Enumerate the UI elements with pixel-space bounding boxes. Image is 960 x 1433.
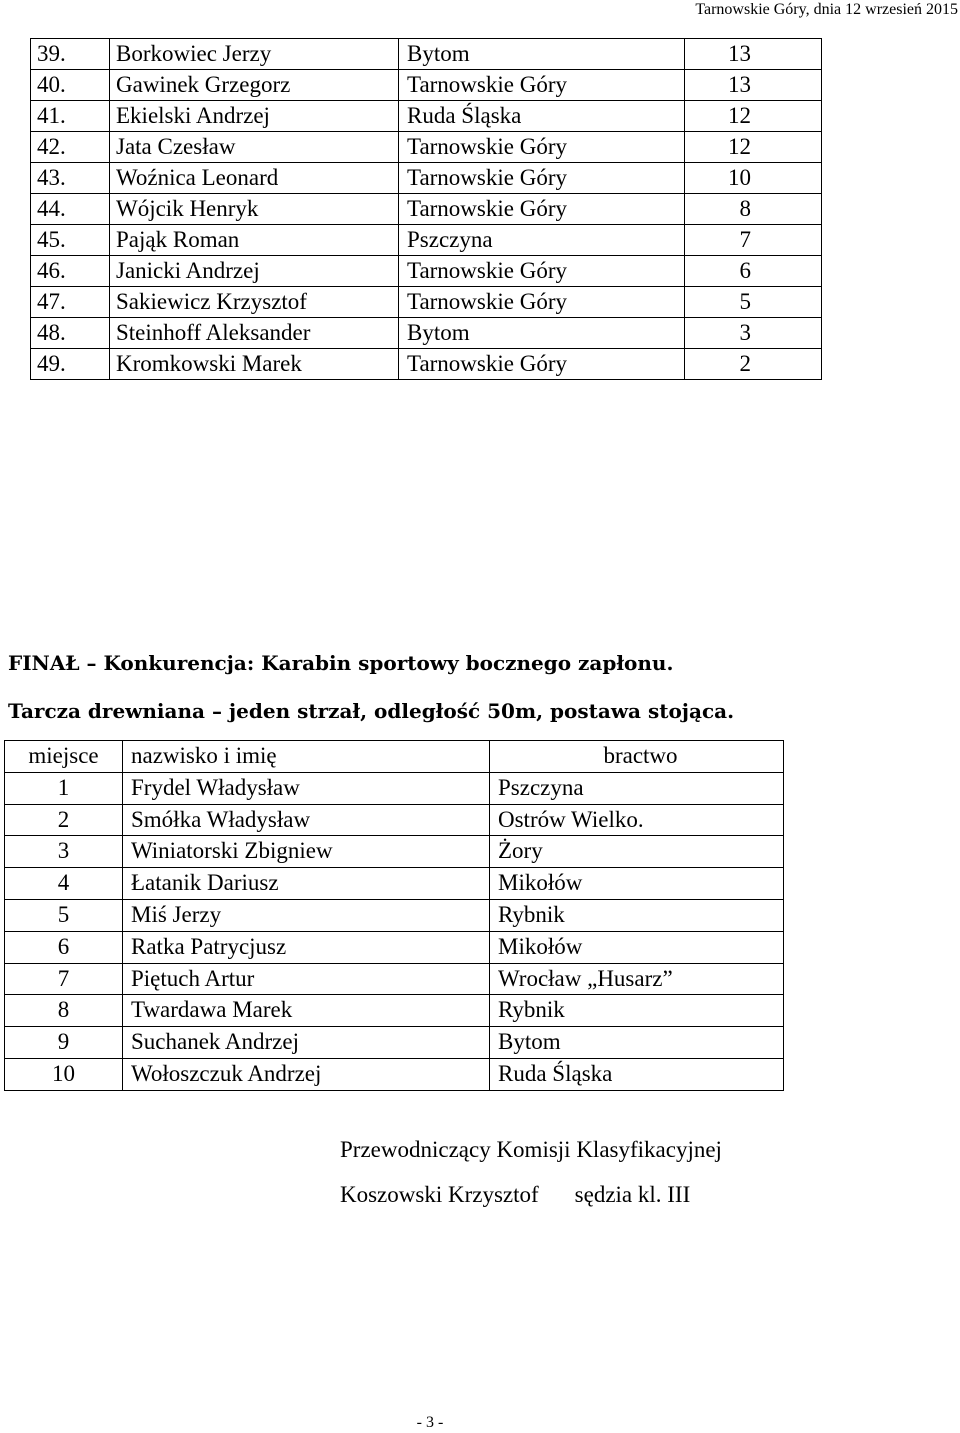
- table-row: [31, 132, 822, 163]
- header-date: Tarnowskie Góry, dnia 12 wrzesień 2015: [695, 1, 958, 18]
- final-subheading: Tarcza drewniana – jeden strzał, odległość 50m, postawa stojąca.: [8, 699, 735, 723]
- competitor-city: Ruda Śląska: [399, 101, 685, 132]
- club-cell: Rybnik: [490, 995, 784, 1027]
- place-cell: 8: [5, 995, 123, 1027]
- competitor-city: Bytom: [399, 39, 685, 70]
- signature-name: Koszowski Krzysztof: [340, 1182, 539, 1207]
- place-cell: 7: [5, 963, 123, 995]
- results-table: [30, 38, 822, 380]
- competitor-score: 8: [685, 194, 822, 225]
- club-cell: Żory: [490, 836, 784, 868]
- club-cell: Ruda Śląska: [490, 1058, 784, 1090]
- competitor-city: Tarnowskie Góry: [399, 194, 685, 225]
- place-cell: 6: [5, 931, 123, 963]
- table-row: [31, 70, 822, 101]
- competitor-city: Tarnowskie Góry: [399, 163, 685, 194]
- table-row: [5, 931, 784, 963]
- club-cell: Pszczyna: [490, 772, 784, 804]
- table-row: [31, 225, 822, 256]
- name-cell: Łatanik Dariusz: [123, 868, 490, 900]
- competitor-score: 12: [685, 101, 822, 132]
- table-row: [5, 1058, 784, 1090]
- row-number: 42.: [31, 132, 110, 163]
- competitor-city: Tarnowskie Góry: [399, 256, 685, 287]
- signature-line: [340, 1180, 690, 1210]
- table-row: [31, 287, 822, 318]
- club-cell: Ostrów Wielko.: [490, 804, 784, 836]
- name-cell: Twardawa Marek: [123, 995, 490, 1027]
- name-cell: Ratka Patrycjusz: [123, 931, 490, 963]
- final-heading: FINAŁ – Konkurencja: Karabin sportowy bocznego zapłonu.: [8, 651, 674, 675]
- table-row: [31, 318, 822, 349]
- competitor-name: Woźnica Leonard: [110, 163, 399, 194]
- row-number: 47.: [31, 287, 110, 318]
- competitor-name: Steinhoff Aleksander: [110, 318, 399, 349]
- table-row: [5, 1027, 784, 1059]
- name-cell: Miś Jerzy: [123, 899, 490, 931]
- competitor-score: 3: [685, 318, 822, 349]
- signature-title: Przewodniczący Komisji Klasyfikacyjnej: [340, 1137, 722, 1162]
- table-row: [5, 804, 784, 836]
- row-number: 43.: [31, 163, 110, 194]
- competitor-name: Janicki Andrzej: [110, 256, 399, 287]
- table-header-row: [5, 741, 784, 773]
- table-row: [31, 39, 822, 70]
- header-club: bractwo: [490, 741, 784, 773]
- competitor-name: Ekielski Andrzej: [110, 101, 399, 132]
- place-cell: 1: [5, 772, 123, 804]
- table-row: [5, 995, 784, 1027]
- competitor-city: Pszczyna: [399, 225, 685, 256]
- row-number: 44.: [31, 194, 110, 225]
- competitor-score: 13: [685, 39, 822, 70]
- table-row: [5, 868, 784, 900]
- competitor-city: Tarnowskie Góry: [399, 287, 685, 318]
- club-cell: Bytom: [490, 1027, 784, 1059]
- row-number: 45.: [31, 225, 110, 256]
- competitor-name: Sakiewicz Krzysztof: [110, 287, 399, 318]
- row-number: 46.: [31, 256, 110, 287]
- competitor-name: Wójcik Henryk: [110, 194, 399, 225]
- name-cell: Smółka Władysław: [123, 804, 490, 836]
- header-name: nazwisko i imię: [123, 741, 490, 773]
- competitor-city: Tarnowskie Góry: [399, 132, 685, 163]
- club-cell: Mikołów: [490, 868, 784, 900]
- place-cell: 9: [5, 1027, 123, 1059]
- club-cell: Mikołów: [490, 931, 784, 963]
- competitor-city: Bytom: [399, 318, 685, 349]
- signature-rank: sędzia kl. III: [574, 1182, 691, 1207]
- row-number: 48.: [31, 318, 110, 349]
- table-row: [31, 163, 822, 194]
- competitor-city: Tarnowskie Góry: [399, 349, 685, 380]
- header-place: miejsce: [5, 741, 123, 773]
- competitor-score: 13: [685, 70, 822, 101]
- competitor-city: Tarnowskie Góry: [399, 70, 685, 101]
- row-number: 39.: [31, 39, 110, 70]
- page-number: - 3 -: [416, 1414, 444, 1431]
- final-results-table: [4, 740, 784, 1091]
- competitor-name: Gawinek Grzegorz: [110, 70, 399, 101]
- club-cell: Rybnik: [490, 899, 784, 931]
- table-row: [5, 772, 784, 804]
- place-cell: 5: [5, 899, 123, 931]
- table-row: [5, 899, 784, 931]
- table-row: [31, 256, 822, 287]
- competitor-score: 2: [685, 349, 822, 380]
- competitor-name: Borkowiec Jerzy: [110, 39, 399, 70]
- name-cell: Suchanek Andrzej: [123, 1027, 490, 1059]
- table-row: [31, 194, 822, 225]
- competitor-score: 10: [685, 163, 822, 194]
- name-cell: Wołoszczuk Andrzej: [123, 1058, 490, 1090]
- row-number: 41.: [31, 101, 110, 132]
- competitor-name: Jata Czesław: [110, 132, 399, 163]
- table-row: [31, 101, 822, 132]
- competitor-name: Pająk Roman: [110, 225, 399, 256]
- name-cell: Piętuch Artur: [123, 963, 490, 995]
- place-cell: 10: [5, 1058, 123, 1090]
- table-row: [5, 963, 784, 995]
- name-cell: Winiatorski Zbigniew: [123, 836, 490, 868]
- place-cell: 2: [5, 804, 123, 836]
- name-cell: Frydel Władysław: [123, 772, 490, 804]
- table-row: [5, 836, 784, 868]
- row-number: 40.: [31, 70, 110, 101]
- club-cell: Wrocław „Husarz”: [490, 963, 784, 995]
- place-cell: 4: [5, 868, 123, 900]
- competitor-name: Kromkowski Marek: [110, 349, 399, 380]
- competitor-score: 12: [685, 132, 822, 163]
- row-number: 49.: [31, 349, 110, 380]
- table-row: [31, 349, 822, 380]
- competitor-score: 5: [685, 287, 822, 318]
- place-cell: 3: [5, 836, 123, 868]
- competitor-score: 7: [685, 225, 822, 256]
- competitor-score: 6: [685, 256, 822, 287]
